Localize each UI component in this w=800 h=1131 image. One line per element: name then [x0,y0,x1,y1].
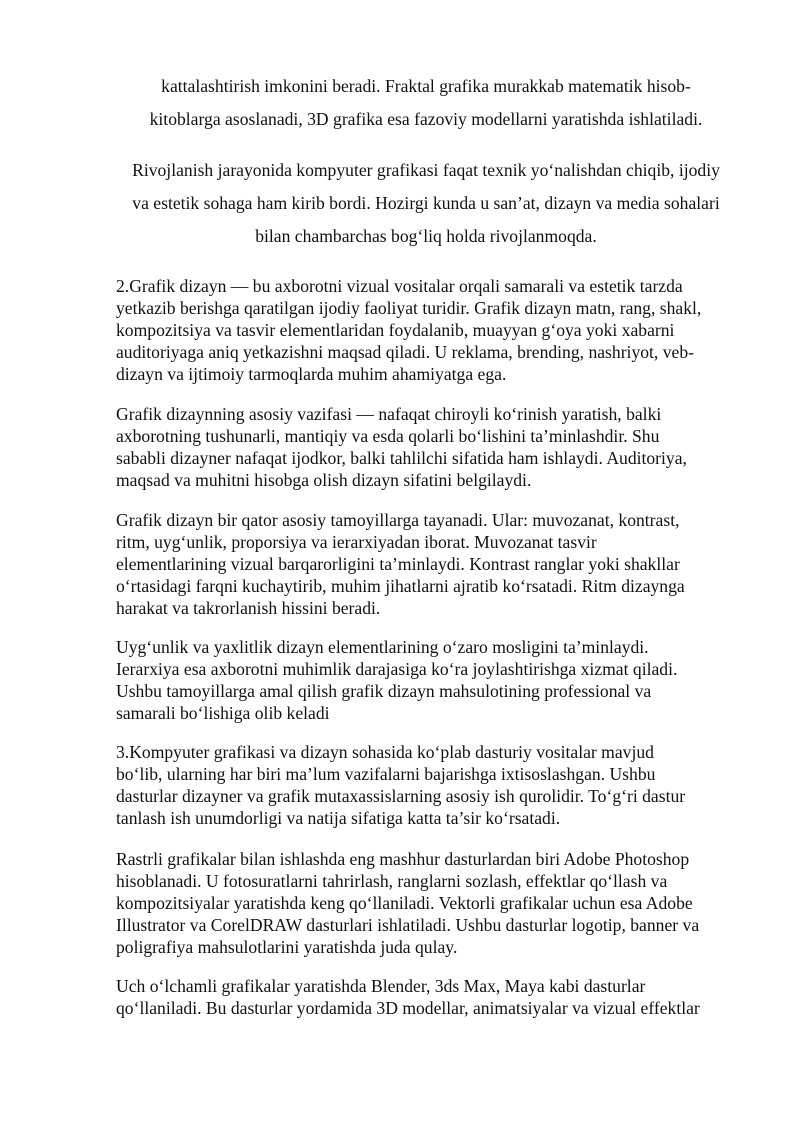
paragraph-grafik-dizayn [116,275,746,385]
text-line: harakat va takrorlanish hissini beradi. [116,598,381,618]
text-line: 2.Grafik dizayn — bu axborotni vizual vositalar orqali samarali va estetik tarzda [116,276,683,296]
text-line: Grafik dizaynning asosiy vazifasi — nafaqat chiroyli ko‘rinish yaratish, balki [116,404,662,424]
text-line: o‘rtasidagi farqni kuchaytirib, muhim jihatlarni ajratib ko‘rsatadi. Ritm dizaynga [116,576,685,596]
text-line: auditoriyaga aniq yetkazishni maqsad qiladi. U reklama, brending, nashriyot, veb- [116,342,694,362]
text-line: hisoblanadi. U fotosuratlarni tahrirlash, ranglarni sozlash, effektlar qo‘llash va [116,871,668,891]
text-line: kompozitsiyalar yaratishda keng qo‘llaniladi. Vektorli grafikalar uchun esa Adobe [116,893,693,913]
text-line: Illustrator va CorelDRAW dasturlari ishlatiladi. Ushbu dasturlar logotip, banner va [116,915,700,935]
text-line: Uch o‘lchamli grafikalar yaratishda Blender, 3ds Max, Maya kabi dasturlar [116,976,646,996]
paragraph-uygunlik [116,636,746,724]
paragraph-asosiy-vazifa [116,403,746,491]
intro-block-1 [110,70,742,136]
text-line: bilan chambarchas bog‘liq holda rivojlanmoqda. [255,226,597,246]
text-line: 3.Kompyuter grafikasi va dizayn sohasida ko‘plab dasturiy vositalar mavjud [116,742,654,762]
text-line: elementlarining vizual barqarorligini ta’minlaydi. Kontrast ranglar yoki shakllar [116,554,680,574]
text-line: va estetik sohaga ham kirib bordi. Hozirgi kunda u san’at, dizayn va media sohalari [132,193,720,213]
text-line: tanlash ish unumdorligi va natija sifatiga katta ta’sir ko‘rsatadi. [116,808,561,828]
paragraph-uch-olchamli [116,975,746,1019]
text-line: bo‘lib, ularning har biri ma’lum vazifalarni bajarishga ixtisoslashgan. Ushbu [116,764,656,784]
text-line: sababli dizayner nafaqat ijodkor, balki tahlilchi sifatida ham ishlaydi. Auditoriya, [116,448,687,468]
intro-block-2 [110,154,742,253]
text-line: yetkazib berishga qaratilgan ijodiy faoliyat turidir. Grafik dizayn matn, rang, shakl, [116,298,702,318]
text-line: Grafik dizayn bir qator asosiy tamoyillarga tayanadi. Ular: muvozanat, kontrast, [116,510,680,530]
text-line: kompozitsiya va tasvir elementlaridan foydalanib, muayyan g‘oya yoki xabarni [116,320,675,340]
text-line: samarali bo‘lishiga olib keladi [116,703,330,723]
text-line: qo‘llaniladi. Bu dasturlar yordamida 3D modellar, animatsiyalar va vizual effektlar [116,998,700,1018]
text-line: dizayn va ijtimoiy tarmoqlarda muhim ahamiyatga ega. [116,364,507,384]
text-line: Rastrli grafikalar bilan ishlashda eng mashhur dasturlardan biri Adobe Photoshop [116,849,690,869]
paragraph-tamoyillar [116,509,746,619]
text-line: ritm, uyg‘unlik, proporsiya va ierarxiyadan iborat. Muvozanat tasvir [116,532,597,552]
text-line: Rivojlanish jarayonida kompyuter grafikasi faqat texnik yo‘nalishdan chiqib, ijodiy [132,160,720,180]
paragraph-dasturiy-vositalar [116,741,746,829]
text-line: Uyg‘unlik va yaxlitlik dizayn elementlarining o‘zaro mosligini ta’minlaydi. [116,637,649,657]
text-line: maqsad va muhitni hisobga olish dizayn sifatini belgilaydi. [116,470,532,490]
text-line: kitoblarga asoslanadi, 3D grafika esa fazoviy modellarni yaratishda ishlatiladi. [149,109,703,129]
text-line: dasturlar dizayner va grafik mutaxassislarning asosiy ish qurolidir. To‘g‘ri dastur [116,786,686,806]
paragraph-rastrli-grafika [116,848,746,958]
text-line: Ushbu tamoyillarga amal qilish grafik dizayn mahsulotining professional va [116,681,652,701]
text-line: kattalashtirish imkonini beradi. Fraktal grafika murakkab matematik hisob- [161,76,691,96]
text-line: axborotning tushunarli, mantiqiy va esda qolarli bo‘lishini ta’minlashdir. Shu [116,426,660,446]
text-line: poligrafiya mahsulotlarini yaratishda juda qulay. [116,937,458,957]
text-line: Ierarxiya esa axborotni muhimlik darajasiga ko‘ra joylashtirishga xizmat qiladi. [116,659,678,679]
